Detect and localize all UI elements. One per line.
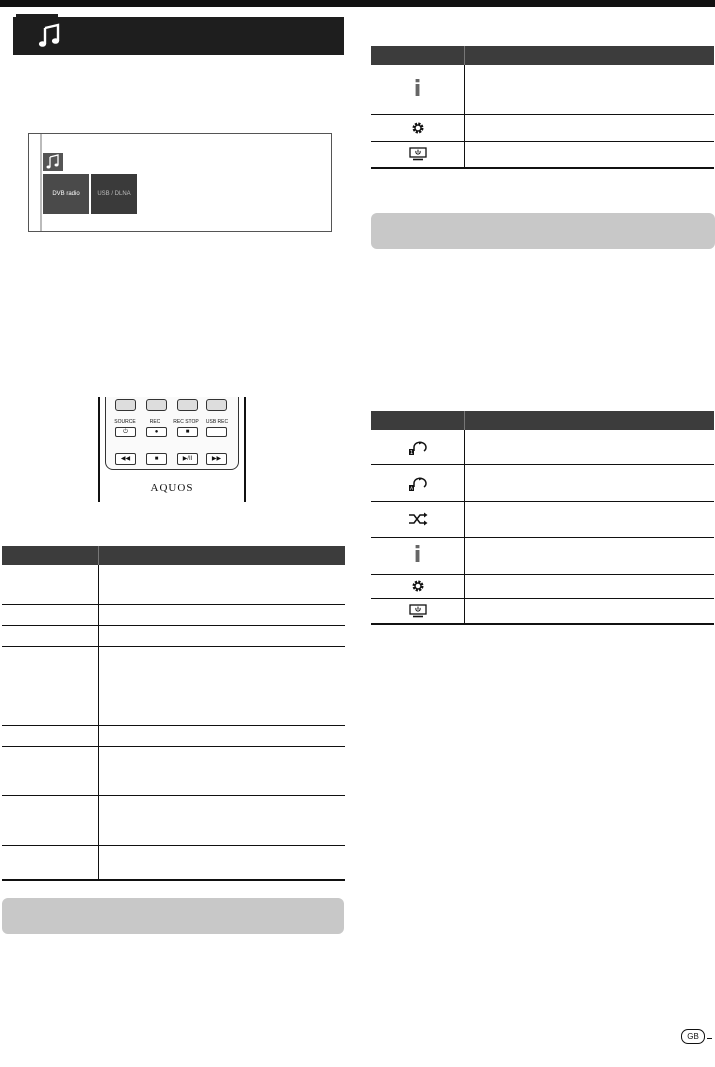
- table-cell: [2, 625, 99, 646]
- table-cell: [99, 845, 346, 880]
- rec-label: REC: [149, 419, 161, 425]
- table-cell: [465, 114, 715, 141]
- color-key: [115, 399, 136, 411]
- table-header-cell: [2, 546, 99, 565]
- table-cell: [465, 501, 715, 537]
- stop-icon: ■: [146, 453, 167, 465]
- table-cell: [371, 430, 465, 464]
- right-top-table: [371, 46, 714, 169]
- table-cell: [2, 646, 99, 725]
- table-cell: [2, 845, 99, 880]
- table-cell: [371, 501, 465, 537]
- color-key: [146, 399, 167, 411]
- table-cell: [465, 430, 715, 464]
- menu-screenshot: [28, 133, 332, 232]
- music-note-icon: [36, 22, 64, 50]
- table-cell: [99, 795, 346, 845]
- info-icon: i: [413, 76, 422, 102]
- left-table: [2, 546, 345, 881]
- table-cell: [465, 65, 715, 114]
- source-button-icon: ⏻: [115, 427, 136, 437]
- repeat-all-icon: [406, 475, 430, 491]
- repeat-one-icon: [406, 439, 430, 455]
- svg-text:A: A: [409, 486, 413, 491]
- table-header-cell: [99, 546, 346, 565]
- source-label: SOURCE: [114, 419, 136, 425]
- table-cell: [2, 604, 99, 625]
- table-cell: [371, 598, 465, 624]
- table-header-cell: [465, 46, 715, 65]
- shuffle-icon: [407, 512, 429, 526]
- rec-stop-button-icon: ■: [177, 427, 198, 437]
- table-cell: [2, 795, 99, 845]
- table-cell: [465, 141, 715, 168]
- table-cell: [371, 537, 465, 574]
- svg-text:1: 1: [409, 449, 413, 455]
- rec-button-icon: ●: [146, 427, 167, 437]
- table-cell: [371, 114, 465, 141]
- table-cell: [99, 646, 346, 725]
- rewind-icon: ◀◀: [115, 453, 136, 465]
- gear-icon: [411, 579, 425, 593]
- table-cell: [2, 725, 99, 746]
- color-key: [177, 399, 198, 411]
- table-cell: [371, 65, 465, 114]
- table-header-cell: [371, 411, 465, 430]
- table-cell: [2, 565, 99, 604]
- table-cell: [99, 604, 346, 625]
- dvb-radio-tile: DVB radio: [43, 174, 89, 214]
- tv-power-icon: [408, 604, 428, 618]
- remote-illustration: [98, 397, 246, 502]
- right-bottom-table: [371, 411, 714, 625]
- usb-dlna-tile: USB / DLNA: [91, 174, 137, 214]
- table-cell: [465, 598, 715, 624]
- header-tab: [16, 14, 58, 22]
- table-cell: [371, 464, 465, 501]
- table-cell: [371, 574, 465, 598]
- rec-stop-label: REC STOP: [173, 419, 199, 425]
- brand-logo: AQUOS: [150, 482, 194, 494]
- music-section-header: [13, 17, 344, 55]
- music-note-icon: [43, 153, 63, 171]
- country-badge: GB: [681, 1029, 705, 1044]
- table-cell: [99, 746, 346, 795]
- table-cell: [99, 565, 346, 604]
- info-icon: i: [413, 543, 422, 568]
- top-rule: [0, 0, 715, 7]
- table-cell: [465, 537, 715, 574]
- fast-forward-icon: ▶▶: [206, 453, 227, 465]
- table-header-cell: [371, 46, 465, 65]
- table-cell: [99, 725, 346, 746]
- gear-icon: [411, 121, 425, 135]
- section-header-bar: [2, 898, 344, 934]
- page-dash: [707, 1038, 712, 1039]
- play-pause-icon: ▶/II: [177, 453, 198, 465]
- table-cell: [465, 574, 715, 598]
- usb-rec-label: USB REC: [205, 419, 229, 425]
- tv-power-icon: [408, 147, 428, 161]
- music-tile: [43, 153, 63, 171]
- menu-spine: [40, 134, 42, 231]
- color-key: [206, 399, 227, 411]
- usb-rec-button: [206, 427, 227, 437]
- table-cell: [99, 625, 346, 646]
- section-header-bar: [371, 213, 715, 249]
- table-cell: [465, 464, 715, 501]
- table-cell: [371, 141, 465, 168]
- table-cell: [2, 746, 99, 795]
- table-header-cell: [465, 411, 715, 430]
